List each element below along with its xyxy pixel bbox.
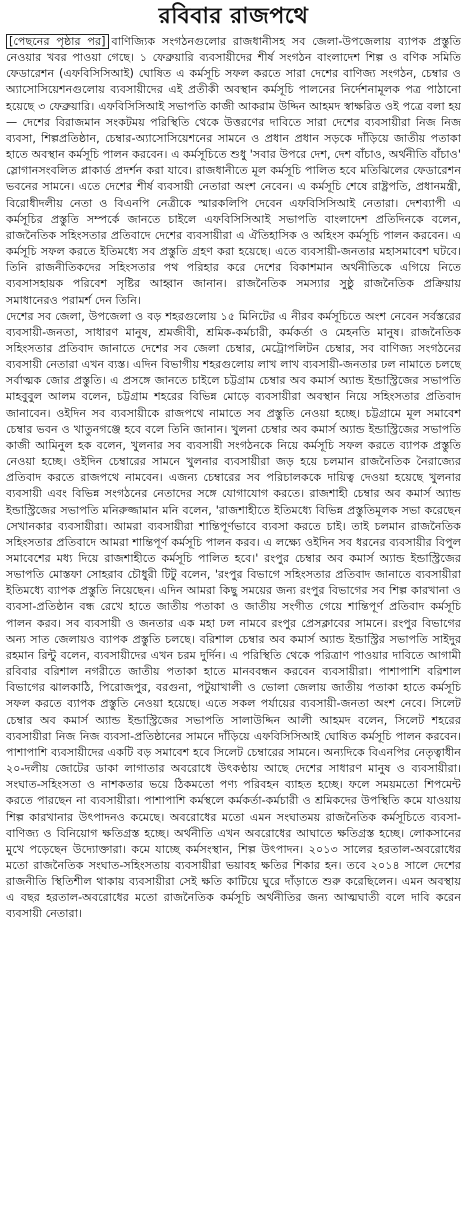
headline: রবিবার রাজপথে xyxy=(158,4,309,29)
continued-from-label: [পেছনের পৃষ্ঠার পর] xyxy=(6,34,109,49)
article-paragraph-2 xyxy=(6,309,461,923)
paragraph-2-text: দেশের সব জেলা, উপজেলা ও বড় শহরগুলোয় ১৫ মিনিটের এ নীরব কর্মসূচিতে অংশ নেবেন সর্বস্তরের ব্যবসায়ী-জনতা, সাধারণ মানুষ, শ্রমজীবী, শ্রমিক-কর্মচারী, কর্মকর্তা ও মেহনতি মানুষ। রাজনৈতিক সহিংসতার প্রতিবাদ জানাতে দেশের সব জেলা চেম্বার, মেট্রোপলিটন চেম্বার, সব বাণিজ্য সংগঠনের ব্যবসায়ী নেতারা এখন ব্যস্ত। এদিন বিভাগীয় শহরগুলোয় লাখ লাখ ব্যবসায়ী-জনতার ঢল নামাতে চলছে সর্বাত্মক জোর প্রস্তুতি। এ প্রসঙ্গে জানতে চাইলে চট্টগ্রাম চেম্বার অব কমার্স অ্যান্ড ইন্ডাস্ট্রিজের সভাপতি মাহবুবুল আলম বলেন, চট্টগ্রাম শহরের বিভিন্ন মোড়ে ব্যবসায়ীরা অবস্থান নিয়ে সহিংসতার প্রতিবাদ জানাবেন। ওইদিন সব ব্যবসায়ীকে রাজপথে নামাতে সব প্রস্তুতি নেওয়া হচ্ছে। চট্টগ্রামে মূল সমাবেশ চেম্বার ভবন ও খাতুনগঞ্জে হবে বলে তিনি জানান। খুলনা চেম্বার অব কমার্স অ্যান্ড ইন্ডাস্ট্রিজের সভাপতি কাজী আমিনুল হক বলেন, খুলনার সব ব্যবসায়ী সংগঠনকে নিয়ে কর্মসূচি সফল করতে ব্যাপক প্রস্তুতি নেওয়া হচ্ছে। ওইদিন চেম্বারের সামনে খুলনার ব্যবসায়ীরা জড় হয়ে চলমান রাজনৈতিক নৈরাজ্যের প্রতিবাদ করতে রাজপথে নামবেন। এজন্য চেম্বারের সব পরিচালককে দায়িত্ব দেওয়া হয়েছে খুলনার ব্যবসায়ী এবং বিভিন্ন সংগঠনের নেতাদের সঙ্গে যোগাযোগ করতে। রাজশাহী চেম্বার অব কমার্স অ্যান্ড ইন্ডাস্ট্রিজের সভাপতি মনিরুজ্জামান মনি বলেন, 'রাজশাহীতে ইতিমধ্যে বিভিন্ন প্রস্তুতিমূলক সভা করেছেন সেখানকার ব্যবসায়ীরা। আমরা ব্যবসায়ীরা শান্তিপূর্ণভাবে ব্যবসা করতে চাই। তাই চলমান রাজনৈতিক সহিংসতার প্রতিবাদে আমরা শান্তিপূর্ণ কর্মসূচি পালন করব। এ লক্ষ্যে ওইদিন সব ধরনের ব্যবসায়ীর বিপুল সমাবেশের মধ্য দিয়ে রাজশাহীতে কর্মসূচি পালিত হবে।' রংপুর চেম্বার অব কমার্স অ্যান্ড ইন্ডাস্ট্রিজের সভাপতি মোস্তফা সোহরাব চৌধুরী টিটু বলেন, 'রংপুর বিভাগে সহিংসতার প্রতিবাদ জানাতে ব্যবসায়ীরা ইতিমধ্যে ব্যাপক প্রস্তুতি নিয়েছেন। এদিন আমরা কিছু সময়ের জন্য রংপুর বিভাগের সব শিল্প কারখানা ও ব্যবসা-প্রতিষ্ঠান বন্ধ রেখে হাতে জাতীয় পতাকা ও জাতীয় সংগীত গেয়ে শান্তিপূর্ণ প্রতিবাদ কর্মসূচি পালন করব। সব ব্যবসায়ী ও জনতার এক মহা ঢল নামবে রংপুর প্রেসক্লাবের সামনে। রংপুর বিভাগের অন্য সাত জেলায়ও ব্যাপক প্রস্তুতি চলছে। বরিশাল চেম্বার অব কমার্স অ্যান্ড ইন্ডাস্ট্রির সভাপতি সাইদুর রহমান রিন্টু বলেন, ব্যবসায়ীদের এখন চরম দুর্দিন। এ পরিস্থিতি থেকে পরিত্রাণ পাওয়ার দাবিতে আগামী রবিবার বরিশাল নগরীতে জাতীয় পতাকা হাতে মানববন্ধন করবেন ব্যবসায়ীরা। পাশাপাশি বরিশাল বিভাগের ঝালকাঠি, পিরোজপুর, বরগুনা, পটুয়াখালী ও ভোলা জেলায় জাতীয় পতাকা হাতে কর্মসূচি সফল করতে ব্যাপক প্রস্তুতি নেওয়া হয়েছে। এতে সকল পর্যায়ের ব্যবসায়ী-জনতা অংশ নেবে। সিলেট চেম্বার অব কমার্স অ্যান্ড ইন্ডাস্ট্রিজের সভাপতি সালাউদ্দিন আলী আহমদ বলেন, সিলেট শহরের ব্যবসায়ীরা নিজ নিজ ব্যবসা-প্রতিষ্ঠানের সামনে দাঁড়িয়ে এফবিসিসিআই ঘোষিত কর্মসূচি পালন করবেন। পাশাপাশি ব্যবসায়ীদের একটি বড় সমাবেশ হবে সিলেট চেম্বারের সামনে। অন্যদিকে বিএনপির নেতৃত্বাধীন ২০-দলীয় জোটের ডাকা লাগাতার অবরোধে উৎকণ্ঠায় আছে দেশের সাধারণ মানুষ ও ব্যবসায়ীরা। সংঘাত-সহিংসতা ও নাশকতার ভয়ে ঠিকমতো পণ্য পরিবহন ব্যাহত হচ্ছে। ফলে সময়মতো শিপমেন্ট করতে পারছেন না ব্যবসায়ীরা। পাশাপাশি কর্মস্থলে কর্মকর্তা-কর্মচারী ও শ্রমিকদের উপস্থিতি কমে যাওয়ায় শিল্প কারখানার উৎপাদনও কমেছে। অবরোধের মতো এমন সংঘাতময় রাজনৈতিক কর্মসূচিতে ব্যবসা-বাণিজ্য ও বিনিয়োগ ক্ষতিগ্রস্ত হচ্ছে। অর্থনীতি এখন অবরোধের আঘাতে ক্ষতিগ্রস্ত হচ্ছে। লোকসানের মুখে পড়েছেন উদ্যোক্তারা। কমে যাচ্ছে কর্মসংস্থান, শিল্প উৎপাদন। ২০১৩ সালের হরতাল-অবরোধের মতো রাজনৈতিক সংঘাত-সহিংসতায় ব্যবসায়ীরা ভয়াবহ ক্ষতির শিকার হন। তবে ২০১৪ সালে দেশের রাজনীতি স্থিতিশীল থাকায় ব্যবসায়ীরা সেই ক্ষতি কাটিয়ে ঘুরে দাঁড়াতে শুরু করেছিলেন। এমন অবস্থায় এ বছর হরতাল-অবরোধের মতো রাজনৈতিক কর্মসূচি অর্থনীতির জন্য আত্মঘাতী বলে দাবি করেন ব্যবসায়ী নেতারা। xyxy=(6,309,461,921)
article-body xyxy=(6,34,461,923)
paragraph-1-text: বাণিজ্যিক সংগঠনগুলোর রাজধানীসহ সব জেলা-উপজেলায় ব্যাপক প্রস্তুতি নেওয়ার খবর পাওয়া গেছে। ১ ফেব্রুয়ারি ব্যবসায়ীদের শীর্ষ সংগঠন বাংলাদেশ শিল্প ও বণিক সমিতি ফেডারেশন (এফবিসিসিআই) ঘোষিত এ কর্মসূচি সফল করতে সারা দেশের বাণিজ্য সংগঠন, চেম্বার ও অ্যাসোসিয়েশনগুলোয় ব্যবসায়ীদের এই প্রতীকী অবস্থান কর্মসূচি পালনের নির্দেশনামূলক পত্র পাঠানো হয়েছে ৩ ফেব্রুয়ারি। এফবিসিসিআই সভাপতি কাজী আকরাম উদ্দিন আহমদ স্বাক্ষরিত ওই পত্রে বলা হয়— দেশের বিরাজমান সংকটময় পরিস্থিতি থেকে উত্তরণের দাবিতে সারা দেশের ব্যবসায়ীরা নিজ নিজ ব্যবসা, শিল্পপ্রতিষ্ঠান, চেম্বার-অ্যাসোসিয়েশনের সামনে ও প্রধান প্রধান সড়কে দাঁড়িয়ে জাতীয় পতাকা হাতে অবস্থান কর্মসূচি পালন করবেন। এ কর্মসূচিতে শুধু 'সবার উপরে দেশ, দেশ বাঁচাও, অর্থনীতি বাঁচাও' স্লোগানসংবলিত প্লাকার্ড প্রদর্শন করা যাবে। রাজধানীতে মূল কর্মসূচি পালিত হবে মতিঝিলের ফেডারেশন ভবনের সামনে। এতে দেশের শীর্ষ ব্যবসায়ী নেতারা অংশ নেবেন। এ কর্মসূচি শেষে রাষ্ট্রপতি, প্রধানমন্ত্রী, বিরোধীদলীয় নেতা ও বিএনপি নেত্রীকে স্মারকলিপি দেবেন এফবিসিসিআই নেতারা। দেশব্যাপী এ কর্মসূচির প্রস্তুতি সম্পর্কে জানতে চাইলে এফবিসিসিআই সভাপতি বাংলাদেশ প্রতিদিনকে বলেন, রাজনৈতিক সহিংসতার প্রতিবাদে দেশের ব্যবসায়ীরা এ ঐতিহাসিক ও অহিংস কর্মসূচি পালন করবেন। এ কর্মসূচি সফল করতে ইতিমধ্যে সব প্রস্তুতি গ্রহণ করা হয়েছে। এতে ব্যবসায়ী-জনতার মহাসমাবেশ ঘটবে। তিনি রাজনীতিকদের সহিংসতার পথ পরিহার করে দেশের বিকাশমান অর্থনীতিকে এগিয়ে নিতে ব্যবসাসহায়ক পরিবেশ সৃষ্টির আহ্বান জানান। রাজনৈতিক সমস্যার সুষ্ঠু রাজনৈতিক প্রক্রিয়ায় সমাধানেরও পরামর্শ দেন তিনি। xyxy=(6,35,461,307)
article-paragraph-1 xyxy=(6,34,461,309)
